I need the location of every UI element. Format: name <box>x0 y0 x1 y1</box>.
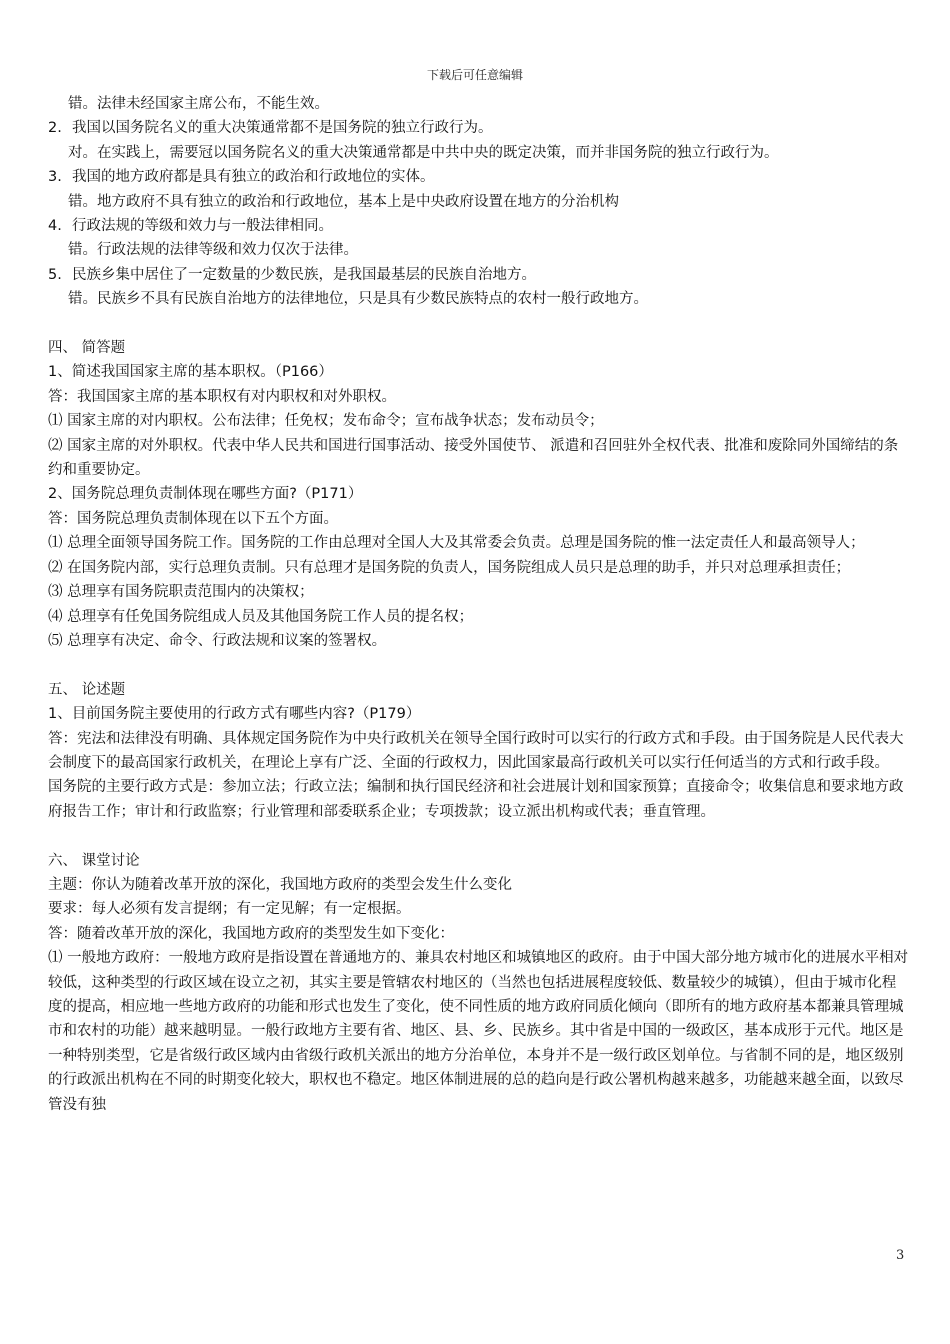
section-4-answer-1: 答：我国国家主席的基本职权有对内职权和对外职权。 <box>48 388 396 405</box>
tf-answer-1: 错。法律未经国家主席公布，不能生效。 <box>68 96 329 112</box>
section-5-question-1: 1、目前国务院主要使用的行政方式有哪些内容?（P179） <box>48 706 421 723</box>
tf-num: 4. <box>48 218 62 235</box>
tf-answer-2: 对。在实践上，需要冠以国务院名义的重大决策通常都是中共中央的既定决策，而并非国务院的独立行政行为。 <box>68 144 779 161</box>
tf-question: 我国的地方政府都是具有独立的政治和行政地位的实体。 <box>72 169 435 186</box>
section-6-paragraph: ⑴ 一般地方政府：一般地方政府是指设置在普通地方的、兼具农村地区和城镇地区的政府。由于中国大部分地方城市化的进展水平相对较低，这种类型的行政区域在设立之初，其实主要是管辖农村地区的（当然也包括进展程度较低、数量较少的城镇），但由于城市化程度的提高，相应地一些地方政府的功能和形式也发生了变化，使不同性质的地方政府同质化倾向（即所有的地方政府基本都兼具管理城市和农村的功能）越来越明显。一般行政地方主要有省、地区、县、乡、民族乡。其中省是中国的一级政区，基本成形于元代。地区是一种特别类型，它是省级行政区域内由省级行政机关派出的地方分治单位，本身并不是一级行政区划单位。与省制不同的是，地区级别的行政派出机构在不同的时期变化较大，职权也不稳定。地区体制进展的总的趋向是行政公署机构越来越多，功能越来越全面，以致尽管没有独 <box>48 950 909 1113</box>
tf-num: 3. <box>48 169 62 186</box>
tf-answer-5: 错。民族乡不具有民族自治地方的法律地位，只是具有少数民族特点的农村一般行政地方。 <box>68 291 648 308</box>
tf-question: 我国以国务院名义的重大决策通常都不是国务院的独立行政行为。 <box>72 120 493 137</box>
section-4-point: ⑷ 总理享有任免国务院组成人员及其他国务院工作人员的提名权； <box>48 608 474 625</box>
section-5-paragraph: 答：宪法和法律没有明确、具体规定国务院作为中央行政机关在领导全国行政时可以实行的行政方式和手段。由于国务院是人民代表大会制度下的最高国家行政机关，在理论上享有广泛、全面的行政权力，因此国家最高行政机关可以实行任何适当的方式和行政手段。 <box>48 730 904 771</box>
page-number: 3 <box>896 1248 905 1263</box>
section-4-point: ⑵ 在国务院内部，实行总理负责制。只有总理才是国务院的负责人，国务院组成人员只是总理的助手，并只对总理承担责任； <box>48 559 851 576</box>
tf-question: 行政法规的等级和效力与一般法律相同。 <box>72 218 333 235</box>
section-6-heading: 六、 课堂讨论 <box>48 852 140 869</box>
section-4-point: ⑸ 总理享有决定、命令、行政法规和议案的签署权。 <box>48 632 387 649</box>
tf-question: 民族乡集中居住了一定数量的少数民族，是我国最基层的民族自治地方。 <box>72 266 536 283</box>
tf-num: 5. <box>48 266 62 283</box>
section-6-requirement: 要求：每人必须有发言提纲；有一定见解；有一定根据。 <box>48 901 411 918</box>
tf-num: 2. <box>48 120 62 137</box>
section-5-paragraph: 国务院的主要行政方式是：参加立法；行政立法；编制和执行国民经济和社会进展计划和国家预算；直接命令；收集信息和要求地方政府报告工作；审计和行政监察；行业管理和部委联系企业；专项拨款；设立派出机构或代表；垂直管理。 <box>48 779 904 820</box>
document-body <box>48 92 910 1117</box>
tf-item-5 <box>48 263 910 287</box>
tf-item-4 <box>48 214 910 238</box>
section-4-point: ⑵ 国家主席的对外职权。代表中华人民共和国进行国事活动、接受外国使节、 派遣和召回驻外全权代表、批准和废除同外国缔结的条约和重要协定。 <box>48 437 899 479</box>
tf-item-2 <box>48 116 910 140</box>
section-4-point: ⑴ 总理全面领导国务院工作。国务院的工作由总理对全国人大及其常委会负责。总理是国务院的惟一法定责任人和最高领导人； <box>48 535 865 552</box>
section-4-point: ⑴ 国家主席的对内职权。公布法律；任免权；发布命令；宣布战争状态；发布动员令； <box>48 413 604 430</box>
section-4-heading: 四、 简答题 <box>48 340 126 357</box>
page-header: 下载后可任意编辑 <box>426 68 523 82</box>
section-4-answer-2: 答：国务院总理负责制体现在以下五个方面。 <box>48 510 338 527</box>
tf-item-3 <box>48 165 910 189</box>
tf-answer-4: 错。行政法规的法律等级和效力仅次于法律。 <box>68 242 358 259</box>
tf-answer-3: 错。地方政府不具有独立的政治和行政地位，基本上是中央政府设置在地方的分治机构 <box>68 193 619 210</box>
section-4-point: ⑶ 总理享有国务院职责范围内的决策权； <box>48 584 314 601</box>
section-4-question-2: 2、国务院总理负责制体现在哪些方面?（P171） <box>48 486 363 503</box>
section-4-question-1: 1、简述我国国家主席的基本职权。（P166） <box>48 364 333 381</box>
section-6-answer: 答：随着改革开放的深化，我国地方政府的类型发生如下变化： <box>48 925 454 942</box>
section-6-topic: 主题：你认为随着改革开放的深化，我国地方政府的类型会发生什么变化 <box>48 876 512 893</box>
section-5-heading: 五、 论述题 <box>48 681 126 698</box>
